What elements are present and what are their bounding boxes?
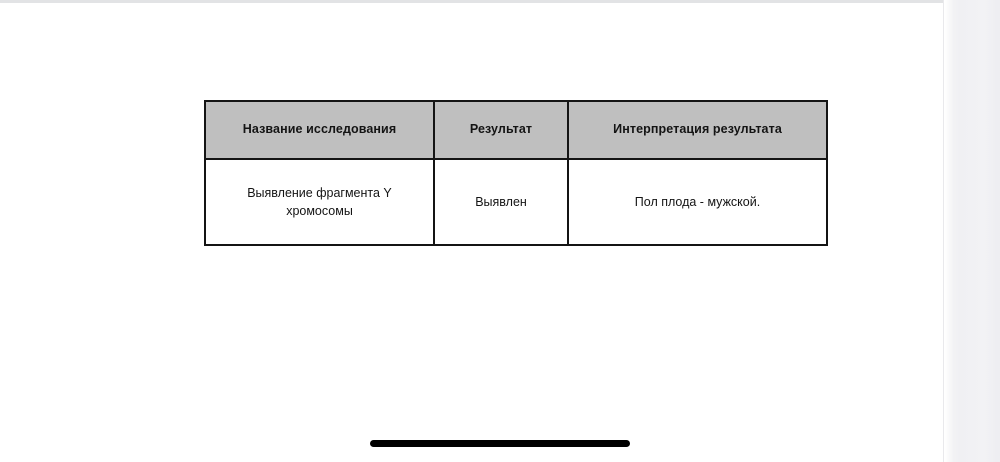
page-edge-sheen [944,0,954,462]
column-header-study-name: Название исследования [205,101,434,159]
table-body [205,159,827,245]
table-header-row [205,101,827,159]
cell-interpretation: Пол плода - мужской. [568,159,827,245]
column-header-interpretation: Интерпретация результата [568,101,827,159]
cell-study-name: Выявление фрагмента Y хромосомы [205,159,434,245]
results-table [204,100,828,246]
cell-result: Выявлен [434,159,568,245]
home-indicator[interactable] [370,440,630,447]
document-page [0,3,943,462]
table-header [205,101,827,159]
column-header-result: Результат [434,101,568,159]
results-table-container [204,100,826,246]
page-edge-panel [943,0,1000,462]
table-row [205,159,827,245]
